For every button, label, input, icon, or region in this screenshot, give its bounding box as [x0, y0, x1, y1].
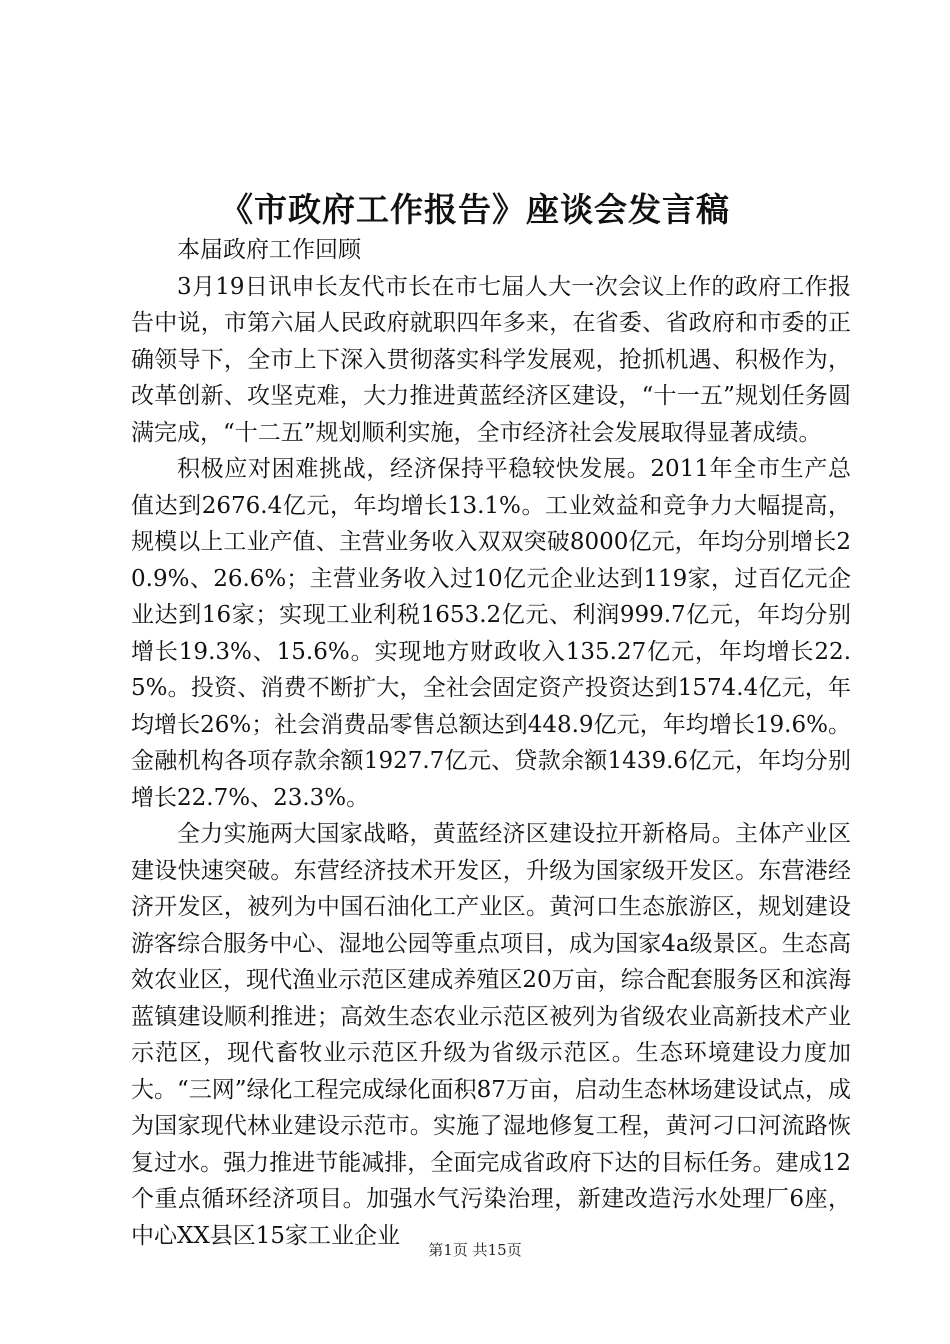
document-body — [131, 232, 851, 1254]
paragraph-intro: 3月19日讯申长友代市长在市七届人大一次会议上作的政府工作报告中说，市第六届人民政府就职四年多来，在省委、省政府和市委的正确领导下，全市上下深入贯彻落实科学发展观，抢抓机遇、积极作为，改革创新、攻坚克难，大力推进黄蓝经济区建设，“十一五”规划任务圆满完成，“十二五”规划顺利实施，全市经济社会发展取得显著成绩。 — [131, 273, 851, 446]
paragraph-economy: 积极应对困难挑战，经济保持平稳较快发展。2011年全市生产总值达到2676.4亿元，年均增长13.1%。工业效益和竞争力大幅提高，规模以上工业产值、主营业务收入双双突破8000亿元，年均分别增长20.9%、26.6%；主营业务收入过10亿元企业达到119家，过百亿元企业达到16家；实现工业利税1653.2亿元、利润999.7亿元，年均分别增长19.3%、15.6%。实现地方财政收入135.27亿元，年均增长22.5%。投资、消费不断扩大，全社会固定资产投资达到1574.4亿元，年均增长26%；社会消费品零售总额达到448.9亿元，年均增长19.6%。金融机构各项存款余额1927.7亿元、贷款余额1439.6亿元，年均分别增长22.7%、23.3%。 — [131, 456, 851, 811]
document-title: 《市政府工作报告》座谈会发言稿 — [220, 190, 730, 229]
paragraph-strategy: 全力实施两大国家战略，黄蓝经济区建设拉开新格局。主体产业区建设快速突破。东营经济技术开发区，升级为国家级开发区。东营港经济开发区，被列为中国石油化工产业区。黄河口生态旅游区，规划建设游客综合服务中心、湿地公园等重点项目，成为国家4a级景区。生态高效农业区，现代渔业示范区建成养殖区20万亩，综合配套服务区和滨海蓝镇建设顺利推进；高效生态农业示范区被列为省级农业高新技术产业示范区，现代畜牧业示范区升级为省级示范区。生态环境建设力度加大。“三网”绿化工程完成绿化面积87万亩，启动生态林场建设试点，成为国家现代林业建设示范市。实施了湿地修复工程，黄河刁口河流路恢复过水。强力推进节能减排，全面完成省政府下达的目标任务。建成12个重点循环经济项目。加强水气污染治理，新建改造污水处理厂6座，中心XX县区15家工业企业 — [131, 821, 851, 1249]
paragraph-section-heading: 本届政府工作回顾 — [177, 237, 361, 263]
page-number-footer: 第1页 共15页 — [428, 1241, 522, 1259]
